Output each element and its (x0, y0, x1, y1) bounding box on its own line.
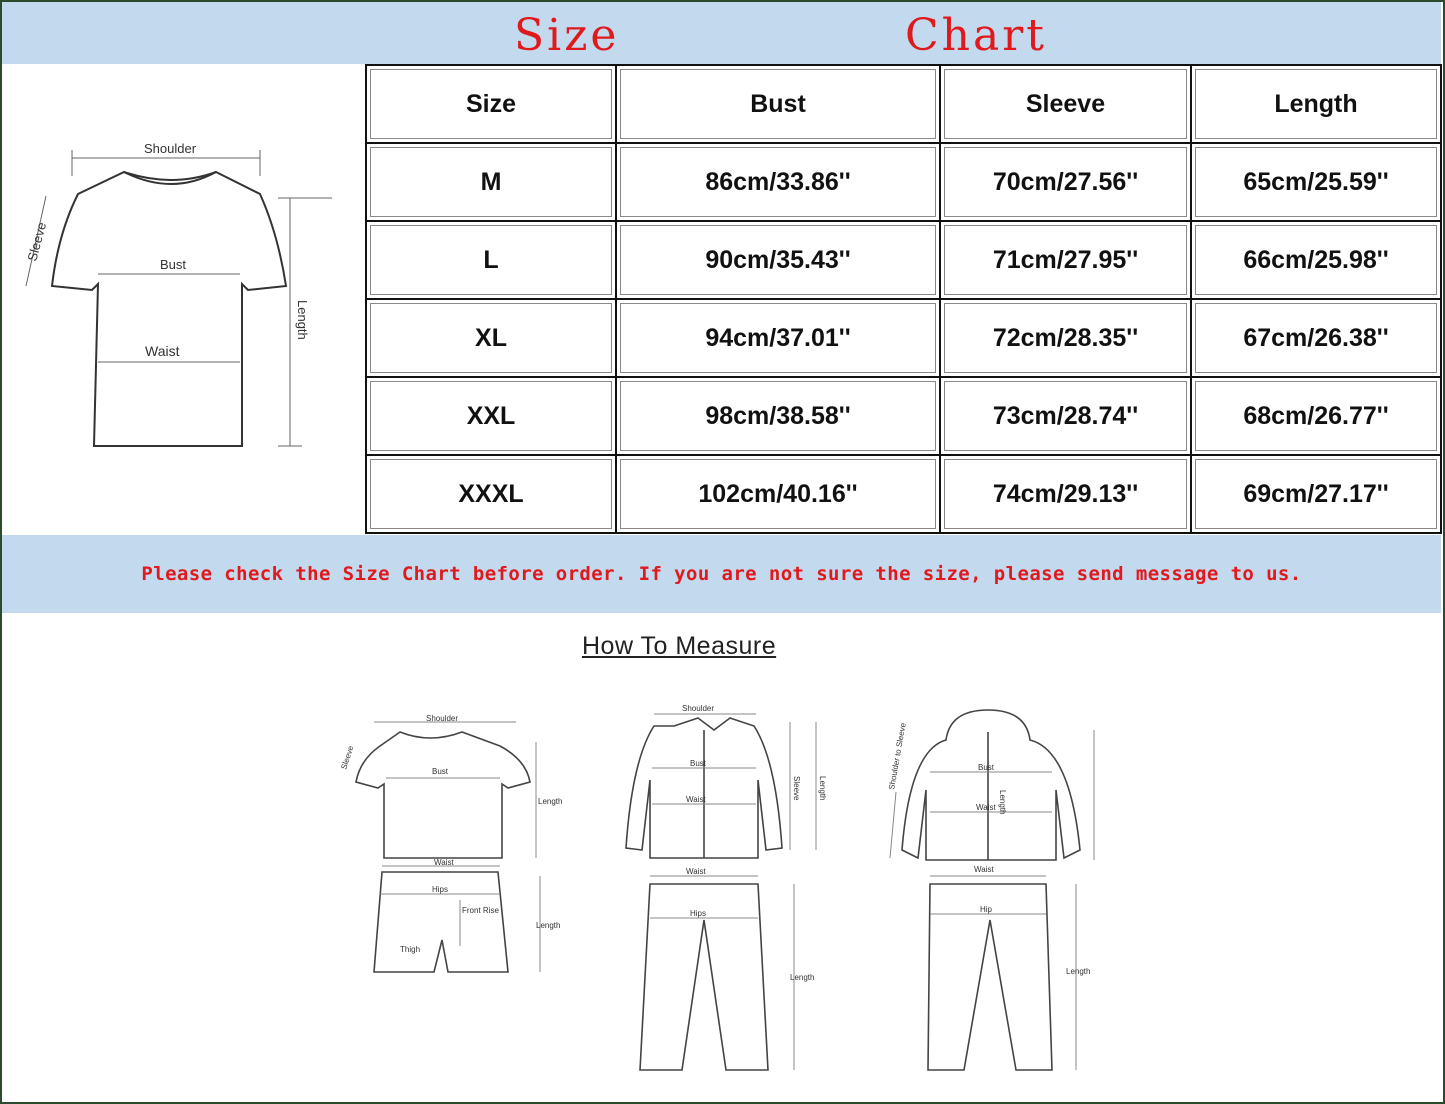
set1-hips-label: Hips (432, 885, 449, 894)
set3-length-label: Length (998, 790, 1007, 815)
bust-label: Bust (160, 257, 187, 272)
cell-sleeve: 71cm/27.95'' (940, 221, 1191, 299)
set1-waist-label: Waist (434, 858, 454, 867)
shoulder-label: Shoulder (144, 141, 197, 156)
set1-length-label: Length (538, 797, 563, 806)
cell-size: M (366, 143, 616, 221)
set2-pants-waist-label: Waist (686, 867, 706, 876)
table-row (366, 455, 1441, 533)
cell-bust: 102cm/40.16'' (616, 455, 940, 533)
how-to-measure-title: How To Measure (582, 632, 777, 660)
set3-pants-waist-label: Waist (974, 865, 994, 874)
cell-sleeve: 73cm/28.74'' (940, 377, 1191, 455)
set2-hips-label: Hips (690, 909, 707, 918)
set2-waist-label: Waist (686, 795, 706, 804)
cell-length: 65cm/25.59'' (1191, 143, 1441, 221)
set2-length-label: Length (818, 776, 827, 801)
set3-shoulder-to-sleeve-label: Shoulder to Sleeve (887, 722, 908, 791)
set1-shoulder-label: Shoulder (426, 714, 459, 723)
cell-length: 69cm/27.17'' (1191, 455, 1441, 533)
hoodie-joggers-diagram (880, 700, 1120, 1080)
cell-bust: 94cm/37.01'' (616, 299, 940, 377)
set2-shoulder-label: Shoulder (682, 704, 715, 713)
cell-length: 66cm/25.98'' (1191, 221, 1441, 299)
set3-bust-label: Bust (978, 763, 995, 772)
cell-length: 67cm/26.38'' (1191, 299, 1441, 377)
set1-bust-label: Bust (432, 767, 449, 776)
set1-shorts-length-label: Length (536, 921, 561, 930)
cell-bust: 86cm/33.86'' (616, 143, 940, 221)
cell-bust: 98cm/38.58'' (616, 377, 940, 455)
notice-banner (2, 535, 1441, 613)
tshirt-shorts-diagram (330, 700, 580, 990)
title-word-size: Size (514, 10, 620, 61)
cell-length: 68cm/26.77'' (1191, 377, 1441, 455)
table-row (366, 299, 1441, 377)
waist-label: Waist (145, 343, 180, 359)
shirt-pants-diagram (606, 700, 856, 1080)
size-table (365, 64, 1442, 534)
cell-size: XXXL (366, 455, 616, 533)
set1-thigh-label: Thigh (400, 945, 421, 954)
tshirt-measure-diagram (2, 64, 364, 534)
notice-text: Please check the Size Chart before order. If you are not sure the size, please send message to us. (141, 563, 1302, 585)
cell-bust: 90cm/35.43'' (616, 221, 940, 299)
set2-bust-label: Bust (690, 759, 707, 768)
set3-pants-length-label: Length (1066, 967, 1091, 976)
title-banner (2, 2, 1441, 64)
set2-sleeve-label: Sleeve (792, 776, 801, 801)
set1-front-rise-label: Front Rise (462, 906, 499, 915)
set1-sleeve-label: Sleeve (339, 744, 356, 771)
set3-waist-label: Waist (976, 803, 996, 812)
cell-sleeve: 74cm/29.13'' (940, 455, 1191, 533)
table-row (366, 143, 1441, 221)
cell-sleeve: 70cm/27.56'' (940, 143, 1191, 221)
table-row (366, 221, 1441, 299)
cell-size: L (366, 221, 616, 299)
table-row (366, 377, 1441, 455)
set2-pants-length-label: Length (790, 973, 815, 982)
cell-size: XL (366, 299, 616, 377)
length-label: Length (295, 300, 310, 340)
header-length: Length (1191, 65, 1441, 143)
cell-size: XXL (366, 377, 616, 455)
tshirt-outline-drawing (2, 64, 364, 534)
header-sleeve: Sleeve (940, 65, 1191, 143)
title-word-chart: Chart (905, 10, 1047, 61)
set3-hip-label: Hip (980, 905, 993, 914)
header-bust: Bust (616, 65, 940, 143)
header-size: Size (366, 65, 616, 143)
table-header-row (366, 65, 1441, 143)
cell-sleeve: 72cm/28.35'' (940, 299, 1191, 377)
sleeve-label: Sleeve (24, 220, 50, 263)
